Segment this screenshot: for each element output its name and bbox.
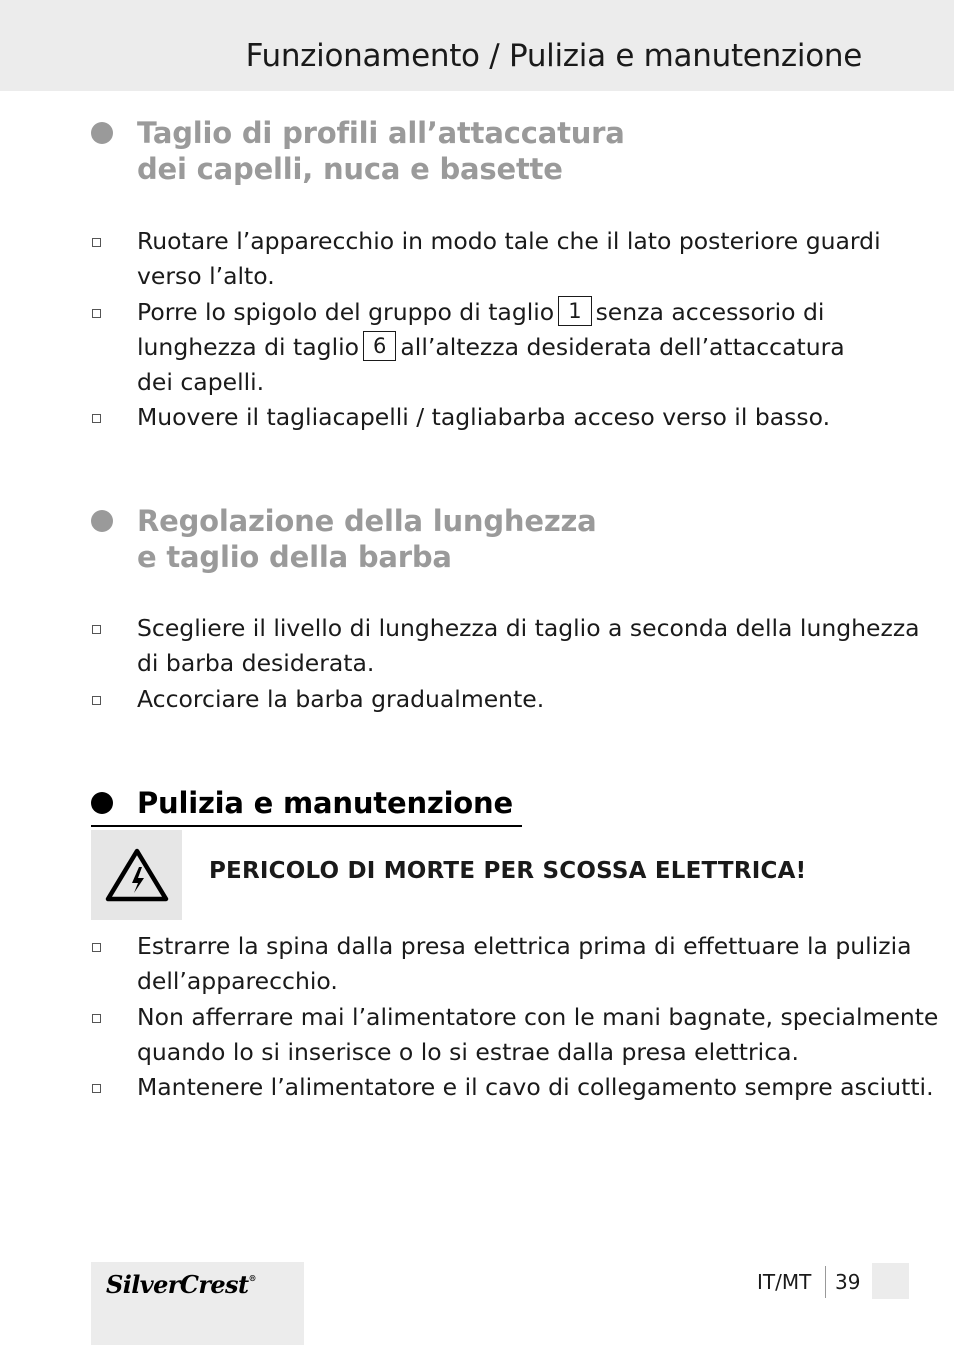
page-title: Funzionamento / Pulizia e manutenzione: [245, 38, 862, 74]
heading-line: Pulizia e manutenzione: [137, 786, 513, 820]
list-item: [91, 295, 871, 401]
section-bullet: [91, 792, 113, 814]
checkbox-bullet-icon: [92, 1084, 101, 1093]
high-voltage-warning-icon: [104, 847, 170, 903]
item-line: di barba desiderata.: [137, 649, 375, 678]
section-heading-barba: [137, 503, 597, 575]
heading-line: Taglio di profili all’attaccatura: [137, 116, 625, 150]
part-reference-1: 1: [558, 296, 591, 326]
item-line: verso l’alto.: [137, 262, 275, 291]
item-text: lunghezza di taglio: [137, 332, 360, 361]
checkbox-bullet-icon: [92, 238, 101, 247]
trademark-symbol: ®: [248, 1273, 256, 1283]
footer-marker: [872, 1263, 909, 1299]
part-reference-6: 6: [363, 331, 396, 361]
item-line: Muovere il tagliacapelli / tagliabarba acceso verso il basso.: [137, 403, 831, 432]
list-item: [91, 682, 871, 717]
section-heading-profili: [137, 115, 625, 187]
item-text: all’altezza desiderata dell’attaccatura: [400, 332, 845, 361]
item-line: Estrarre la spina dalla presa elettrica prima di effettuare la pulizia: [137, 932, 912, 960]
list-item: [91, 929, 912, 1000]
list-item: [91, 1070, 934, 1105]
list-item: [91, 1000, 939, 1071]
item-line: quando lo si inserisce o lo si estrae dalla presa elettrica.: [137, 1037, 800, 1066]
heading-line: e taglio della barba: [137, 540, 452, 574]
item-line: Ruotare l’apparecchio in modo tale che il lato posteriore guardi: [137, 227, 881, 255]
section-bullet: [91, 122, 113, 144]
item-line: [137, 295, 871, 330]
checkbox-bullet-icon: [92, 625, 101, 634]
warning-text: PERICOLO DI MORTE PER SCOSSA ELETTRICA!: [209, 858, 807, 884]
item-text: Porre lo spigolo del gruppo di taglio: [137, 297, 555, 326]
item-line: dei capelli.: [137, 368, 265, 397]
item-line: [137, 330, 871, 365]
brand-name: SilverCrest: [106, 1270, 249, 1299]
checkbox-bullet-icon: [92, 696, 101, 705]
section-bullet: [91, 510, 113, 532]
item-text: senza accessorio di: [595, 297, 825, 326]
checkbox-bullet-icon: [92, 309, 101, 318]
page-number: 39: [835, 1270, 861, 1294]
item-line: Scegliere il livello di lunghezza di taglio a seconda della lunghezza: [137, 614, 920, 642]
instruction-list-profili: [91, 224, 881, 436]
instruction-list-pulizia: [91, 929, 939, 1105]
list-item: [91, 611, 920, 682]
checkbox-bullet-icon: [92, 1014, 101, 1023]
heading-line: Regolazione della lunghezza: [137, 504, 597, 538]
warning-panel: [91, 830, 182, 920]
heading-underline: [91, 825, 522, 827]
language-code: IT/MT: [757, 1270, 812, 1294]
checkbox-bullet-icon: [92, 943, 101, 952]
list-item: [91, 224, 881, 295]
item-line: Non afferrare mai l’alimentatore con le mani bagnate, specialmente: [137, 1002, 939, 1031]
footer-divider: [825, 1266, 826, 1298]
instruction-list-barba: [91, 611, 920, 717]
item-line: Mantenere l’alimentatore e il cavo di collegamento sempre asciutti.: [137, 1073, 934, 1102]
list-item: [91, 400, 871, 435]
section-heading-pulizia: [137, 785, 513, 821]
item-line: dell’apparecchio.: [137, 967, 338, 996]
heading-line: dei capelli, nuca e basette: [137, 152, 563, 186]
item-line: Accorciare la barba gradualmente.: [137, 684, 545, 713]
checkbox-bullet-icon: [92, 414, 101, 423]
brand-logo: [106, 1270, 256, 1299]
